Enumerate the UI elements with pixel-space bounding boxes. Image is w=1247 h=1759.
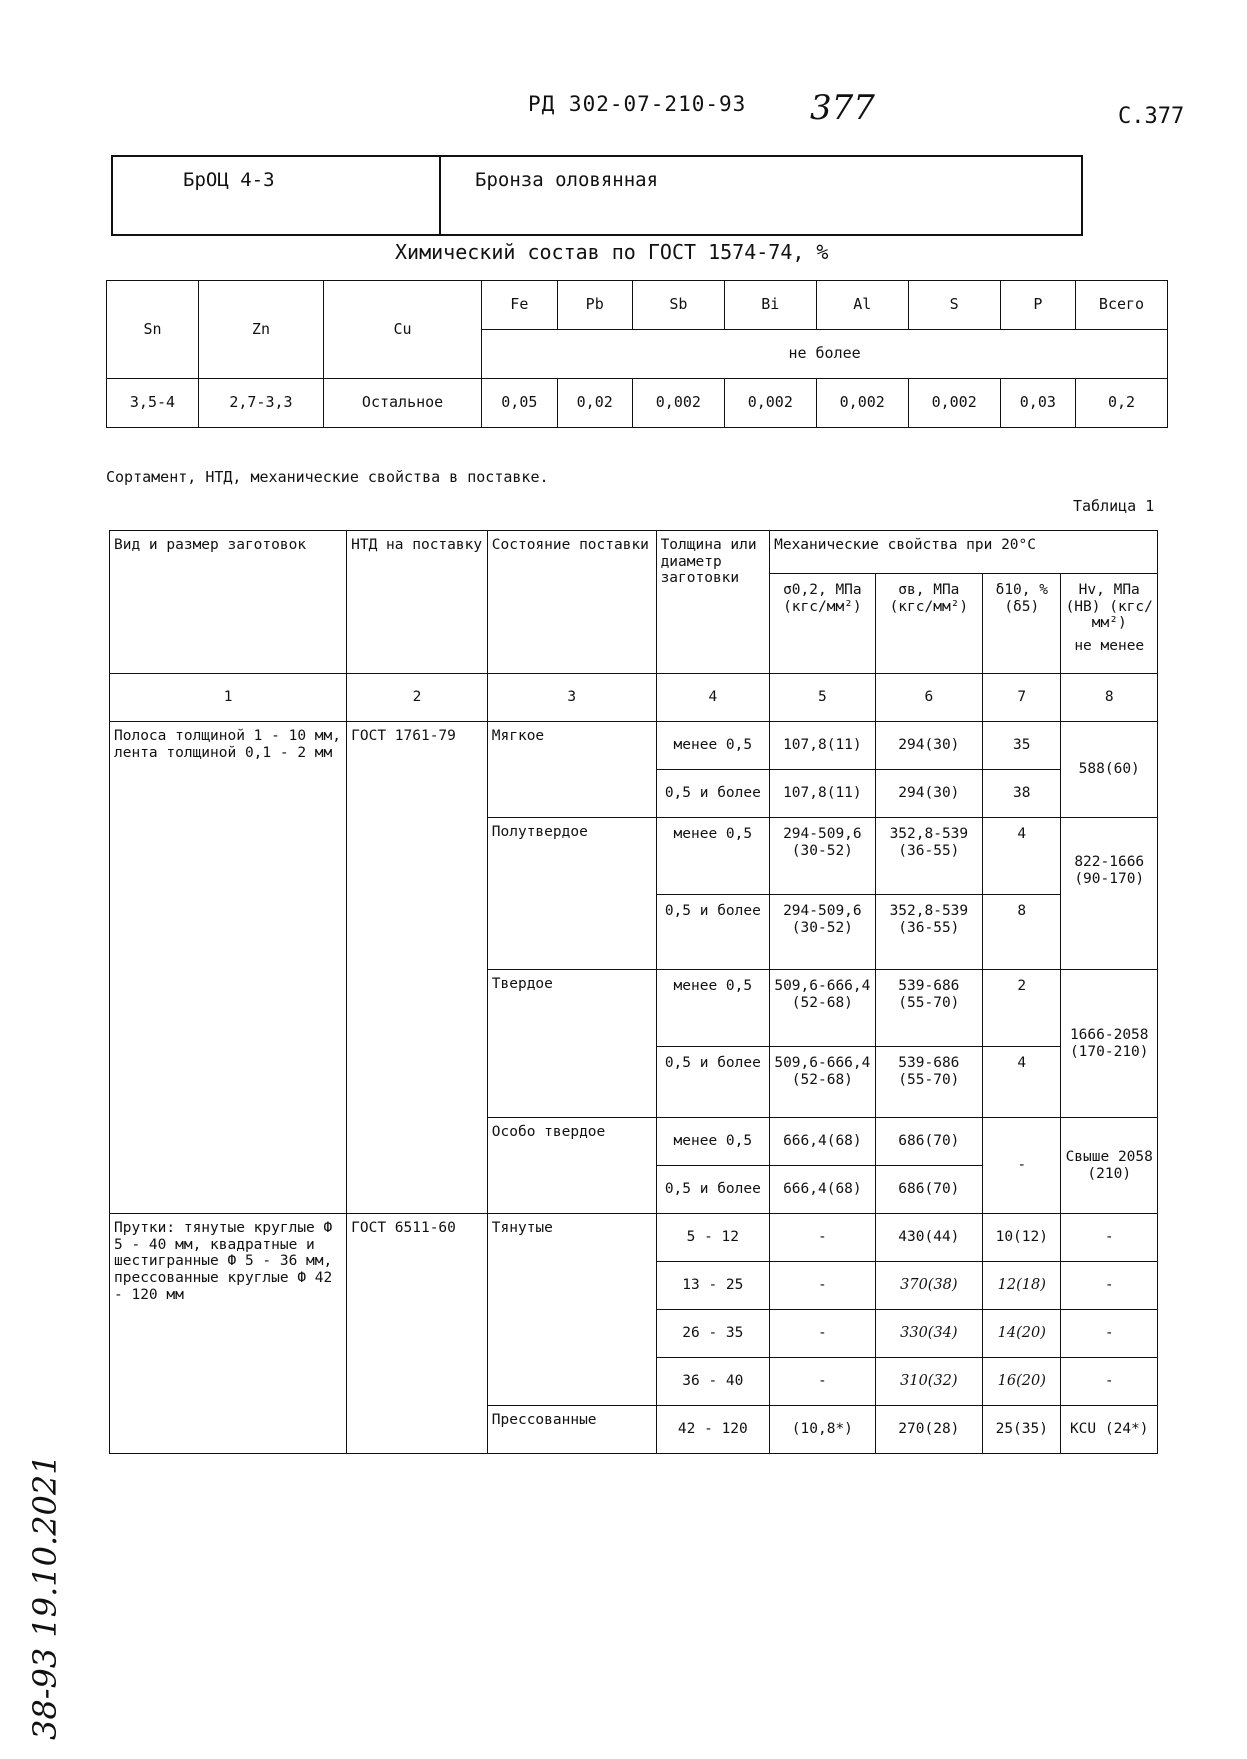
col-num: 8 (1061, 674, 1158, 722)
cell-hardness: 1666-2058 (170-210) (1061, 970, 1158, 1118)
chem-value: 0,002 (908, 379, 1000, 428)
cell-elongation: 12(18) (983, 1262, 1061, 1310)
head-state: Состояние поставки (487, 531, 656, 674)
chem-composition-title: Химический состав по ГОСТ 1574-74, % (395, 240, 829, 264)
cell-tensile: 352,8-539 (36-55) (875, 818, 983, 895)
cell-hardness: - (1061, 1214, 1158, 1262)
chem-values-row (107, 379, 1168, 428)
chem-value: 0,002 (632, 379, 724, 428)
cell-yield: - (770, 1358, 876, 1406)
mark-divider (439, 157, 441, 234)
cell-size: 0,5 и более (656, 1047, 770, 1118)
cell-tensile: 294(30) (875, 722, 983, 770)
cell-hardness: Свыше 2058 (210) (1061, 1118, 1158, 1214)
cell-yield: 509,6-666,4 (52-68) (770, 970, 876, 1047)
cell-hardness: - (1061, 1262, 1158, 1310)
head-yield: σ0,2, МПа (кгс/мм²) (770, 574, 876, 674)
cell-yield: 666,4(68) (770, 1166, 876, 1214)
col-num: 3 (487, 674, 656, 722)
rods-ntd: ГОСТ 6511-60 (347, 1214, 488, 1454)
cell-size: 0,5 и более (656, 1166, 770, 1214)
cell-elongation: 25(35) (983, 1406, 1061, 1454)
chem-header-row (107, 281, 1168, 330)
cell-tensile: 294(30) (875, 770, 983, 818)
cell-tensile: 330(34) (875, 1310, 983, 1358)
table-row (110, 722, 1158, 770)
col-num: 2 (347, 674, 488, 722)
head-hardness: Нv, МПа (НВ) (кгс/мм²) не менее (1061, 574, 1158, 674)
cell-yield: - (770, 1214, 876, 1262)
cell-yield: 666,4(68) (770, 1118, 876, 1166)
chem-header: Cu (323, 281, 481, 379)
cell-size: 0,5 и более (656, 895, 770, 970)
cell-size: менее 0,5 (656, 722, 770, 770)
material-name: Бронза оловянная (475, 169, 659, 191)
chem-value: 0,05 (482, 379, 557, 428)
handwritten-page-number: 377 (810, 88, 875, 128)
chem-header: Bi (724, 281, 816, 330)
cell-elongation: 14(20) (983, 1310, 1061, 1358)
cell-size: менее 0,5 (656, 1118, 770, 1166)
chem-header: Sb (632, 281, 724, 330)
chem-value: 0,002 (724, 379, 816, 428)
table-number: Таблица 1 (1073, 497, 1155, 515)
cell-elongation: - (983, 1118, 1061, 1214)
cell-hardness: KCU (24*) (1061, 1406, 1158, 1454)
cell-tensile: 352,8-539 (36-55) (875, 895, 983, 970)
chem-value: 0,2 (1076, 379, 1168, 428)
margin-handwritten-note: 38-93 19.10.2021 (26, 1454, 64, 1740)
cell-tensile: 686(70) (875, 1166, 983, 1214)
chem-value: 0,002 (816, 379, 908, 428)
head-size: Толщина или диаметр заготовки (656, 531, 770, 674)
chem-value: 2,7-3,3 (198, 379, 323, 428)
cell-yield: - (770, 1310, 876, 1358)
chem-header: Al (816, 281, 908, 330)
rods-kind: Прутки: тянутые круглые Ф 5 - 40 мм, квадратные и шестигранные Ф 5 - 36 мм, прессованные круглые Ф 42 - 120 мм (110, 1214, 347, 1454)
cell-size: 0,5 и более (656, 770, 770, 818)
cell-yield: 294-509,6 (30-52) (770, 895, 876, 970)
material-grade: БрОЦ 4-3 (183, 169, 275, 191)
cell-elongation: 8 (983, 895, 1061, 970)
cell-hardness: 588(60) (1061, 722, 1158, 818)
chem-header: Sn (107, 281, 199, 379)
cell-elongation: 35 (983, 722, 1061, 770)
table-row (110, 1214, 1158, 1262)
head-mech: Механические свойства при 20°С (770, 531, 1158, 574)
cell-size: 5 - 12 (656, 1214, 770, 1262)
col-num: 4 (656, 674, 770, 722)
cell-size: 36 - 40 (656, 1358, 770, 1406)
chem-header: Всего (1076, 281, 1168, 330)
cell-tensile: 430(44) (875, 1214, 983, 1262)
cell-size: 42 - 120 (656, 1406, 770, 1454)
cell-tensile: 310(32) (875, 1358, 983, 1406)
col-num: 6 (875, 674, 983, 722)
state-pressed: Прессованные (487, 1406, 656, 1454)
chem-header: Pb (557, 281, 632, 330)
cell-hardness: - (1061, 1358, 1158, 1406)
state-hard: Твердое (487, 970, 656, 1118)
head-tensile: σв, МПа (кгс/мм²) (875, 574, 983, 674)
chem-composition-table (106, 280, 1168, 428)
col-num: 5 (770, 674, 876, 722)
head-kind: Вид и размер заготовок (110, 531, 347, 674)
state-half-hard: Полутвердое (487, 818, 656, 970)
cell-tensile: 539-686 (55-70) (875, 970, 983, 1047)
cell-tensile: 370(38) (875, 1262, 983, 1310)
cell-yield: 107,8(11) (770, 722, 876, 770)
chem-value: Остальное (323, 379, 481, 428)
chem-limit-note: не более (482, 330, 1168, 379)
material-mark-box (111, 155, 1083, 236)
chem-header: Fe (482, 281, 557, 330)
cell-tensile: 686(70) (875, 1118, 983, 1166)
state-drawn: Тянутые (487, 1214, 656, 1406)
cell-elongation: 38 (983, 770, 1061, 818)
cell-size: менее 0,5 (656, 818, 770, 895)
chem-header: P (1000, 281, 1075, 330)
col-num: 7 (983, 674, 1061, 722)
cell-size: 26 - 35 (656, 1310, 770, 1358)
state-extra-hard: Особо твердое (487, 1118, 656, 1214)
cell-size: 13 - 25 (656, 1262, 770, 1310)
state-soft: Мягкое (487, 722, 656, 818)
head-min-note: не менее (1074, 638, 1145, 655)
chem-header: Zn (198, 281, 323, 379)
cell-yield: 294-509,6 (30-52) (770, 818, 876, 895)
head-ntd: НТД на поставку (347, 531, 488, 674)
cell-elongation: 16(20) (983, 1358, 1061, 1406)
strip-ntd: ГОСТ 1761-79 (347, 722, 488, 1214)
chem-value: 0,03 (1000, 379, 1075, 428)
cell-yield: 107,8(11) (770, 770, 876, 818)
cell-elongation: 4 (983, 818, 1061, 895)
cell-tensile: 270(28) (875, 1406, 983, 1454)
cell-size: менее 0,5 (656, 970, 770, 1047)
page-number: С.377 (1118, 104, 1185, 129)
chem-header: S (908, 281, 1000, 330)
cell-hardness: 822-1666 (90-170) (1061, 818, 1158, 970)
chem-value: 3,5-4 (107, 379, 199, 428)
cell-tensile: 539-686 (55-70) (875, 1047, 983, 1118)
strip-kind: Полоса толщиной 1 - 10 мм, лента толщиной 0,1 - 2 мм (110, 722, 347, 1214)
cell-yield: - (770, 1262, 876, 1310)
assortment-caption: Сортамент, НТД, механические свойства в поставке. (106, 468, 549, 486)
column-numbers-row (110, 674, 1158, 722)
document-code: РД 302-07-210-93 (528, 92, 747, 116)
head-elongation: δ10, % (δ5) (983, 574, 1061, 674)
cell-yield: 509,6-666,4 (52-68) (770, 1047, 876, 1118)
cell-elongation: 10(12) (983, 1214, 1061, 1262)
chem-value: 0,02 (557, 379, 632, 428)
assortment-table (109, 530, 1158, 1454)
cell-yield: (10,8*) (770, 1406, 876, 1454)
cell-elongation: 4 (983, 1047, 1061, 1118)
cell-hardness: - (1061, 1310, 1158, 1358)
col-num: 1 (110, 674, 347, 722)
cell-elongation: 2 (983, 970, 1061, 1047)
